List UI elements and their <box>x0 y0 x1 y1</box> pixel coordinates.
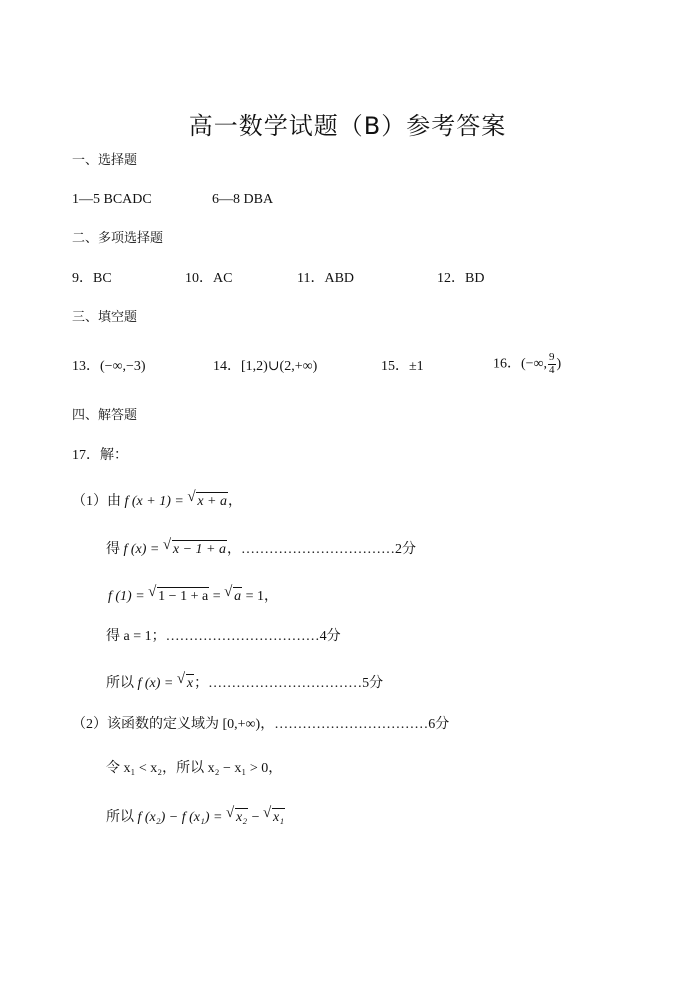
sqrt-x-minus-1-plus-a <box>163 540 227 557</box>
radicand: x + a <box>197 494 227 509</box>
q16-numerator: 9 <box>549 351 555 363</box>
solution-line-4: 得 a = 1；……………………………4分 <box>106 629 341 644</box>
question-17-label: 17．解： <box>72 448 128 463</box>
solution-line-8 <box>106 808 285 825</box>
multi-answer-12: 12．BD <box>437 271 485 286</box>
expr-f-x-plus-1: f (x + 1) = <box>124 494 184 509</box>
line-2-tail-score: ，……………………………2分 <box>226 542 416 557</box>
sqrt-a <box>224 587 242 604</box>
equals-sign: = <box>212 589 221 604</box>
q13-label: 13． <box>72 359 100 374</box>
fill-answer-14 <box>213 360 317 374</box>
part-1-label: （1）由 <box>72 494 121 509</box>
multi-answer-11: 11．ABD <box>297 271 355 286</box>
expr-f-x-result: f (x) = <box>137 676 174 691</box>
multi-answer-9: 9．BC <box>72 271 112 286</box>
multi-answer-10: 10．AC <box>185 271 233 286</box>
sqrt-x-plus-a <box>187 492 228 509</box>
sqrt-x2 <box>226 808 248 825</box>
radicand: 1 − 1 + a <box>158 589 209 604</box>
expr-f-1: f (1) = <box>108 589 145 604</box>
sqrt-x1 <box>263 808 285 825</box>
choice-answers-6-8: 6—8 DBA <box>212 192 274 207</box>
solution-part-2: （2）该函数的定义域为 [0,+∞)，……………………………6分 <box>72 717 450 732</box>
fill-answer-16 <box>493 352 561 376</box>
line-3-tail: = 1， <box>245 589 278 604</box>
q14-answer: [1,2)∪(2,+∞) <box>241 359 318 374</box>
radicand: a <box>234 589 242 604</box>
solution-line-5 <box>106 674 383 691</box>
line-2-prefix: 得 <box>106 542 120 557</box>
solution-line-3 <box>108 587 278 604</box>
minus-sign: − <box>251 810 260 825</box>
q16-prefix: (−∞, <box>521 356 548 372</box>
q13-answer: (−∞,−3) <box>100 359 146 374</box>
line-5-prefix: 所以 <box>106 676 134 691</box>
fill-answer-15 <box>381 360 424 374</box>
page-title: 高一数学试题（B）参考答案 <box>188 112 507 140</box>
radicand: x − 1 + a <box>172 542 226 557</box>
section-heading-fill: 三、填空题 <box>72 310 138 325</box>
solution-line-7: 令 x₁ < x₂，所以 x₂ − x₁ > 0， <box>106 761 283 776</box>
section-heading-choice: 一、选择题 <box>72 153 138 168</box>
radicand: x₂ <box>235 810 248 825</box>
sqrt-1-minus-1-plus-a <box>148 587 209 604</box>
sqrt-x <box>177 674 194 691</box>
q16-fraction <box>548 352 556 376</box>
q15-answer: ±1 <box>409 359 424 374</box>
section-heading-multi: 二、多项选择题 <box>72 231 164 246</box>
q14-label: 14． <box>213 359 241 374</box>
solution-line-2 <box>106 540 416 557</box>
line-1-tail: ， <box>228 494 242 509</box>
q16-suffix: ) <box>556 356 562 372</box>
q16-label: 16． <box>493 356 521 372</box>
expr-f-x: f (x) = <box>123 542 160 557</box>
line-5-tail-score: ；……………………………5分 <box>194 676 384 691</box>
fill-answer-13 <box>72 360 146 374</box>
solution-line-1 <box>72 492 242 509</box>
q16-denominator: 4 <box>549 363 555 376</box>
section-heading-solution: 四、解答题 <box>72 408 138 423</box>
expr-difference: f (x₂) − f (x₁) = <box>137 810 223 825</box>
choice-answers-1-5: 1—5 BCADC <box>72 192 152 207</box>
radicand: x₁ <box>272 810 285 825</box>
line-8-prefix: 所以 <box>106 810 134 825</box>
radicand: x <box>186 676 194 691</box>
q15-label: 15． <box>381 359 409 374</box>
